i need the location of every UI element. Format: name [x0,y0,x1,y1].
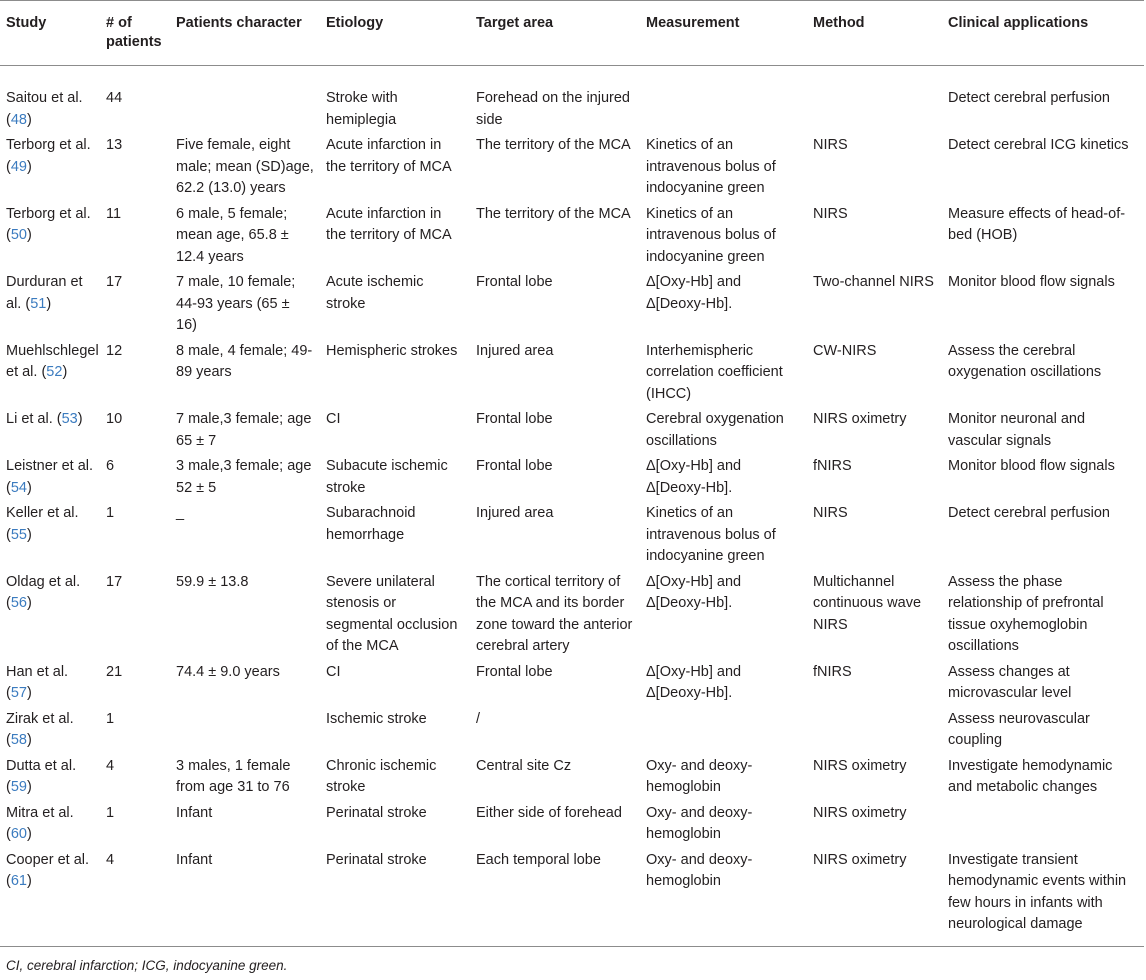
study-name: Dutta et al. [6,757,77,774]
reference-link[interactable]: 51 [30,295,47,312]
cell-patients-count: 11 [106,205,122,222]
table-row [0,339,1144,408]
reference-link[interactable]: 49 [10,158,27,175]
cell-study: Muehlschlegel et al. (52) [6,342,99,380]
cell-patients-count: 21 [106,663,123,680]
table-body [0,66,1144,947]
cell-clinical-applications: Monitor blood flow signals [948,458,1115,474]
header-study: Study [0,1,100,66]
header-method: Method [807,1,942,66]
cell-measurement: Kinetics of an intravenous bolus of indocyanine green [646,505,776,564]
cell-target-area: Each temporal lobe [470,848,640,947]
cell-measurement: Cerebral oxygenation oscillations [646,411,784,449]
cell-patients-count: 1 [106,710,115,727]
cell-measurement: Δ[Oxy-Hb] and Δ[Deoxy-Hb]. [646,274,742,312]
cell-method: NIRS [813,205,848,222]
header-target-area: Target area [470,1,640,66]
cell-measurement: Oxy- and deoxy-hemoglobin [640,848,807,947]
cell-clinical-applications: Detect cerebral perfusion [948,505,1110,521]
cell-study: Cooper et al. (61) [0,848,100,947]
header-etiology: Etiology [320,1,470,66]
reference-link[interactable]: 56 [10,595,27,611]
cell-patients-character: Infant [176,804,213,821]
table-row [0,407,1144,454]
header-clinical-applications: Clinical applications [942,1,1144,66]
cell-patients-character [170,66,320,134]
study-name: Terborg et al. [6,205,91,222]
cell-clinical-applications: Assess neurovascular coupling [948,710,1090,748]
table-footnote: CI, cerebral infarction; ICG, indocyanine green. [6,958,288,973]
cell-measurement: Δ[Oxy-Hb] and Δ[Deoxy-Hb]. [646,573,742,611]
cell-patients-count: 44 [106,90,123,106]
cell-study: Keller et al. (55) [6,505,79,543]
cell-etiology: Subarachnoid hemorrhage [326,505,416,543]
table-row [0,570,1144,660]
table-row [0,707,1144,754]
cell-target-area: Injured area [476,342,554,359]
cell-patients-character: 3 male,3 female; age 52 ± 5 [176,458,312,496]
table-row [0,848,1144,947]
cell-method: Two-channel NIRS [813,274,934,290]
table-header-row [0,1,1144,66]
header-measurement: Measurement [640,1,807,66]
cell-etiology: Perinatal stroke [326,804,427,821]
cell-etiology: Ischemic stroke [326,710,427,727]
reference-link[interactable]: 59 [10,779,27,795]
cell-target-area: Frontal lobe [476,274,553,290]
cell-clinical-applications: Monitor neuronal and vascular signals [948,411,1086,449]
cell-study: Terborg et al. (49) [6,137,91,175]
cell-measurement: Δ[Oxy-Hb] and Δ[Deoxy-Hb]. [646,663,742,701]
cell-patients-character: 59.9 ± 13.8 [176,573,249,590]
cell-etiology: Acute infarction in the territory of MCA [326,205,452,243]
cell-measurement: Oxy- and deoxy-hemoglobin [646,757,753,795]
table-row [0,270,1144,339]
header-patients-count: # of patients [100,1,170,66]
cell-measurement: Oxy- and deoxy-hemoglobin [646,804,753,842]
cell-target-area: / [476,710,481,727]
cell-measurement: Kinetics of an intravenous bolus of indocyanine green [646,137,776,196]
cell-method [807,707,942,754]
cell-patients-character: 74.4 ± 9.0 years [176,663,280,680]
reference-link[interactable]: 58 [10,732,27,748]
cell-patients-character [170,707,320,754]
cell-target-area: Central site Cz [476,757,572,774]
cell-clinical-applications: Investigate hemodynamic and metabolic changes [948,757,1113,795]
cell-etiology: Stroke with hemiplegia [326,90,398,128]
cell-method: NIRS oximetry [813,411,907,427]
study-name: Durduran et al. [6,274,83,312]
study-name: Oldag et al. [6,573,81,590]
study-name: Saitou et al. [6,90,83,106]
cell-study: Saitou et al. (48) [6,90,83,128]
reference-link[interactable]: 50 [10,227,27,243]
cell-clinical-applications: Detect cerebral perfusion [948,90,1110,106]
reference-link[interactable]: 61 [10,873,27,889]
cell-study: Oldag et al. (56) [6,573,81,611]
cell-etiology: Hemispheric strokes [326,342,458,359]
study-name: Terborg et al. [6,137,91,153]
header-patients-character: Patients character [170,1,320,66]
study-name: Li et al. [6,411,53,427]
cell-method: fNIRS [813,663,852,680]
cell-measurement [640,707,807,754]
cell-method: NIRS [813,505,848,521]
cell-clinical-applications: Detect cerebral ICG kinetics [948,137,1129,153]
cell-method: NIRS oximetry [813,757,907,774]
table-row [0,501,1144,570]
cell-study: Han et al. (57) [6,663,69,701]
study-name: Keller et al. [6,505,79,521]
cell-patients-count: 12 [106,342,123,359]
table-row [0,801,1144,848]
cell-measurement: Kinetics of an intravenous bolus of indocyanine green [646,205,776,265]
cell-study: Li et al. (53) [6,411,83,427]
cell-method: NIRS [813,137,848,153]
cell-patients-count: 17 [106,573,123,590]
cell-method: NIRS oximetry [813,804,907,821]
reference-link[interactable]: 53 [61,411,78,427]
cell-patients-character: 7 male,3 female; age 65 ± 7 [176,411,312,449]
table-row [0,454,1144,501]
cell-clinical-applications: Assess the phase relationship of prefrontal tissue oxyhemoglobin oscillations [948,573,1104,654]
study-name: Cooper et al. [6,851,90,868]
cell-study: Leistner et al. (54) [6,458,94,496]
cell-etiology: Subacute ischemic stroke [326,458,448,496]
cell-method: fNIRS [813,458,852,474]
cell-patients-count: 6 [106,458,115,474]
cell-target-area: The territory of the MCA [476,205,631,222]
cell-patients-character: 8 male, 4 female; 49-89 years [176,342,313,380]
reference-link[interactable]: 60 [10,826,27,842]
cell-study: Durduran et al. (51) [6,274,83,312]
cell-patients-character: 6 male, 5 female; mean age, 65.8 ± 12.4 years [176,205,289,265]
study-name: Zirak et al. [6,710,74,727]
table-row [0,66,1144,134]
cell-clinical-applications: Assess changes at microvascular level [948,663,1072,701]
cell-target-area: The territory of the MCA [476,137,631,153]
cell-method: Multichannel continuous wave NIRS [813,573,922,633]
cell-patients-count: 17 [106,274,123,290]
study-name: Leistner et al. [6,458,94,474]
cell-measurement: Δ[Oxy-Hb] and Δ[Deoxy-Hb]. [646,458,742,496]
table-row [0,202,1144,271]
cell-clinical-applications: Investigate transient hemodynamic events within few hours in infants with neurological damage [942,848,1144,947]
table-row [0,133,1144,202]
cell-clinical-applications: Measure effects of head-of-bed (HOB) [948,205,1126,243]
cell-patients-character: 7 male, 10 female; 44-93 years (65 ± 16) [176,274,296,333]
reference-link[interactable]: 55 [10,526,27,543]
cell-patients-count: 4 [100,848,170,947]
cell-study: Mitra et al. (60) [6,804,74,842]
cell-patients-count: 4 [106,757,115,774]
cell-measurement [640,66,807,134]
cell-etiology: Perinatal stroke [320,848,470,947]
table-row [0,660,1144,707]
cell-target-area: Frontal lobe [476,663,553,680]
cell-etiology: Chronic ischemic stroke [326,757,437,795]
cell-method: NIRS oximetry [807,848,942,947]
cell-clinical-applications: Assess the cerebral oxygenation oscillations [948,342,1102,380]
cell-target-area: Frontal lobe [476,458,553,474]
cell-target-area: The cortical territory of the MCA and its border zone toward the anterior cerebral artery [476,573,633,654]
study-name: Han et al. [6,663,69,680]
cell-etiology: CI [326,411,341,427]
cell-patients-character: Infant [170,848,320,947]
cell-target-area: Forehead on the injured side [476,90,630,128]
reference-link[interactable]: 54 [10,479,27,496]
reference-link[interactable]: 52 [46,364,63,380]
cell-patients-count: 10 [106,411,123,427]
cell-clinical-applications: Monitor blood flow signals [948,274,1115,290]
cell-patients-count: 1 [106,804,115,821]
cell-target-area: Injured area [476,505,554,521]
reference-link[interactable]: 57 [10,685,27,701]
cell-patients-character: Five female, eight male; mean (SD)age, 62.2 (13.0) years [176,137,314,196]
cell-measurement: Interhemispheric correlation coefficient (IHCC) [646,342,783,402]
cell-method [807,66,942,134]
table-row [0,754,1144,801]
cell-study: Dutta et al. (59) [6,757,77,795]
cell-etiology: Severe unilateral stenosis or segmental occlusion of the MCA [326,573,458,654]
reference-link[interactable]: 48 [10,111,27,128]
cell-study: Terborg et al. (50) [6,205,91,243]
cell-target-area: Either side of forehead [476,804,622,821]
study-name: Mitra et al. [6,804,74,821]
cell-etiology: CI [326,663,341,680]
cell-patients-count: 13 [106,137,123,153]
cell-etiology: Acute ischemic stroke [326,274,424,312]
study-name: Muehlschlegel et al. [6,342,99,380]
cell-method: CW-NIRS [813,342,877,359]
cell-target-area: Frontal lobe [476,411,553,427]
cell-etiology: Acute infarction in the territory of MCA [326,137,452,175]
cell-patients-character: 3 males, 1 female from age 31 to 76 [176,757,291,795]
cell-patients-character: _ [176,505,185,521]
cell-clinical-applications [942,801,1144,848]
cell-study: Zirak et al. (58) [6,710,74,748]
cell-patients-count: 1 [106,505,115,521]
